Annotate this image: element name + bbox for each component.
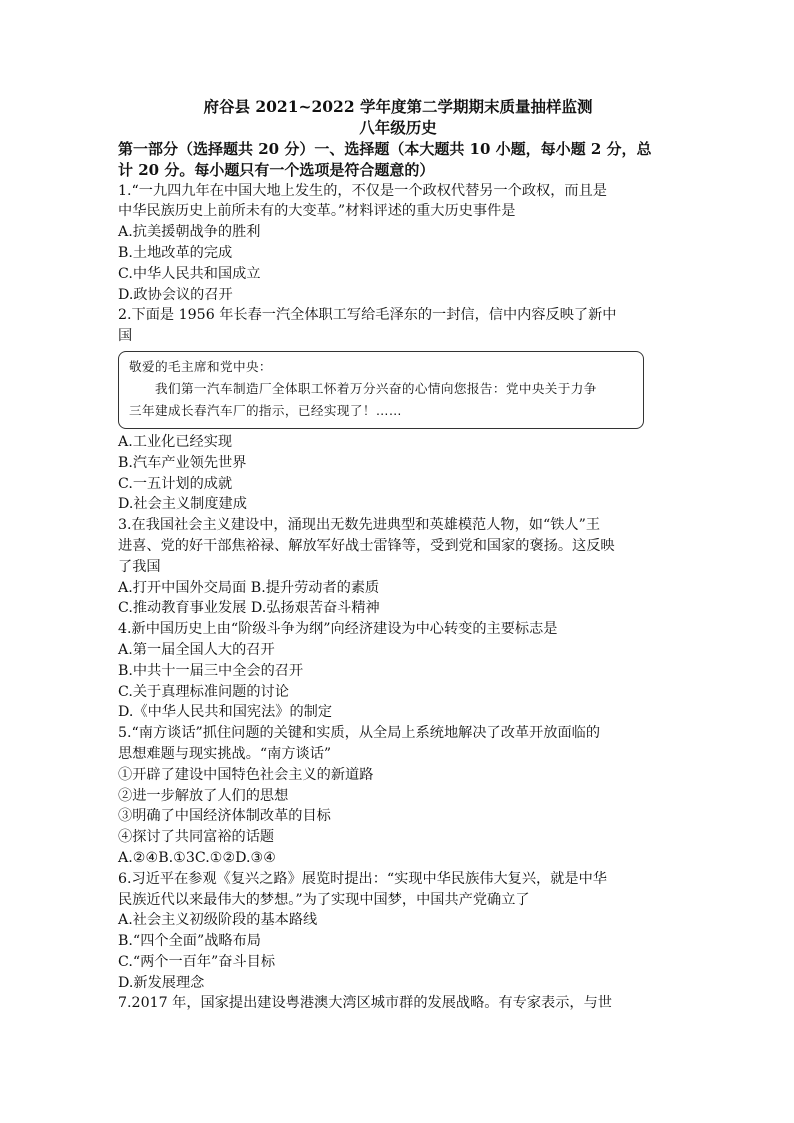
option-b: B.“四个全面”战略布局 bbox=[118, 933, 261, 950]
answer-options: A.②④B.①3C.①②D.③④ bbox=[118, 849, 276, 866]
question-stem: 1.“一九四九年在中国大地上发生的，不仅是一个政权代替另一个政权，而且是 bbox=[118, 182, 607, 199]
option-a: A.第一届全国人大的召开 bbox=[118, 641, 275, 658]
options-ab: A.打开中国外交局面 B.提升劳动者的素质 bbox=[118, 579, 380, 596]
statement-1: ①开辟了建设中国特色社会主义的新道路 bbox=[118, 766, 374, 783]
question-3 bbox=[118, 515, 678, 619]
question-stem: 中华民族历史上前所未有的大变革。”材料评述的重大历史事件是 bbox=[118, 203, 516, 220]
statement-3: ③明确了中国经济体制改革的目标 bbox=[118, 808, 331, 825]
option-a: A.社会主义初级阶段的基本路线 bbox=[118, 912, 318, 929]
letter-salutation: 敬爱的毛主席和党中央： bbox=[129, 358, 272, 374]
option-b: B.中共十一届三中全会的召开 bbox=[118, 662, 304, 679]
letter-body-line: 我们第一汽车制造厂全体职工怀着万分兴奋的心情向您报告：党中央关于力争 bbox=[155, 380, 597, 396]
question-stem: 进喜、党的好干部焦裕禄、解放军好战士雷锋等，受到党和国家的褒扬。这反映 bbox=[118, 537, 615, 554]
option-a: A.工业化已经实现 bbox=[118, 433, 233, 450]
exam-title: 府谷县 2021~2022 学年度第二学期期末质量抽样监测 bbox=[203, 97, 593, 116]
option-a: A.抗美援朝战争的胜利 bbox=[118, 224, 261, 241]
exam-subtitle: 八年级历史 bbox=[359, 118, 437, 137]
exam-page bbox=[118, 96, 678, 1014]
question-stem: 6.习近平在参观《复兴之路》展览时提出：“实现中华民族伟大复兴，就是中华 bbox=[118, 870, 607, 887]
question-stem: 国 bbox=[118, 328, 133, 345]
question-1 bbox=[118, 181, 678, 306]
question-stem: 5.“南方谈话”抓住问题的关键和实质，从全局上系统地解决了改革开放面临的 bbox=[118, 725, 601, 742]
option-d: D.政协会议的召开 bbox=[118, 286, 233, 303]
question-stem: 思想难题与现实挑战。“南方谈话” bbox=[118, 745, 332, 762]
section-heading-line: 计 20 分。每小题只有一个选项是符合题意的） bbox=[118, 160, 435, 179]
question-stem: 4.新中国历史上由“阶级斗争为纲”向经济建设为中心转变的主要标志是 bbox=[118, 621, 558, 638]
question-stem: 了我国 bbox=[118, 558, 161, 575]
option-b: B.土地改革的完成 bbox=[118, 244, 233, 261]
question-stem: 7.2017 年，国家提出建设粤港澳大湾区城市群的发展战略。有专家表示，与世 bbox=[118, 995, 612, 1012]
option-c: C.“两个一百年”奋斗目标 bbox=[118, 953, 276, 970]
section-heading bbox=[118, 139, 678, 181]
question-5 bbox=[118, 723, 678, 869]
option-c: C.关于真理标准问题的讨论 bbox=[118, 683, 289, 700]
statement-2: ②进一步解放了人们的思想 bbox=[118, 787, 289, 804]
question-7 bbox=[118, 993, 678, 1014]
options-cd: C.推动教育事业发展 D.弘扬艰苦奋斗精神 bbox=[118, 600, 380, 617]
letter-quote-box bbox=[118, 351, 644, 429]
question-2 bbox=[118, 305, 678, 515]
question-6 bbox=[118, 869, 678, 994]
statement-4: ④探讨了共同富裕的话题 bbox=[118, 829, 275, 846]
option-c: C.一五计划的成就 bbox=[118, 475, 233, 492]
question-4 bbox=[118, 619, 678, 723]
option-c: C.中华人民共和国成立 bbox=[118, 265, 261, 282]
question-stem: 3.在我国社会主义建设中，涌现出无数先进典型和英雄模范人物，如“铁人”王 bbox=[118, 517, 601, 534]
option-b: B.汽车产业领先世界 bbox=[118, 454, 247, 471]
option-d: D.新发展理念 bbox=[118, 974, 205, 991]
section-heading-line: 第一部分（选择题共 20 分）一、选择题（本大题共 10 小题，每小题 2 分，总 bbox=[118, 140, 652, 158]
question-stem: 民族近代以来最伟大的梦想。”为了实现中国梦，中国共产党确立了 bbox=[118, 891, 530, 908]
letter-body-line: 三年建成长春汽车厂的指示，已经实现了！…… bbox=[129, 402, 402, 418]
option-d: D.《中华人民共和国宪法》的制定 bbox=[118, 704, 333, 721]
option-d: D.社会主义制度建成 bbox=[118, 496, 247, 513]
question-stem: 2.下面是 1956 年长春一汽全体职工写给毛泽东的一封信，信中内容反映了新中 bbox=[118, 307, 617, 324]
